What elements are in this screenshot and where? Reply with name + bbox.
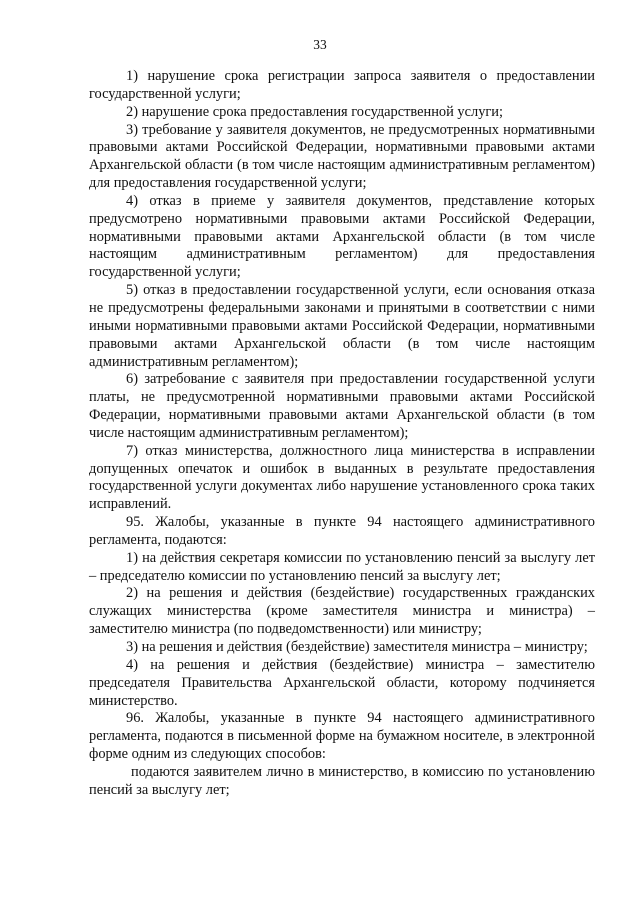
- clause-95-item-secretary: 1) на действия секретаря комиссии по установлению пенсий за выслугу лет – председателю комиссии по установлению пенсий за выслугу лет;: [89, 549, 595, 584]
- page-number: 33: [313, 37, 327, 52]
- list-item-violation-registration-deadline: 1) нарушение срока регистрации запроса заявителя о предоставлении государственной услуги;: [89, 68, 595, 102]
- list-item-unfounded-service-refusal: 5) отказ в предоставлении государственной услуги, если основания отказа не предусмотрены федеральными законами и принятыми в соответствии с ними иными нормативными правовыми актами Российской Федерации, нормативными правовыми актами Архангельской области (в том числе настоящим административным регламентом);: [89, 282, 595, 370]
- clause-96-in-person-submission: подаются заявителем лично в министерство, в комиссию по установлению пенсий за выслугу лет;: [89, 763, 595, 798]
- list-item-refusal-to-accept-documents: 4) отказ в приеме у заявителя документов, представление которых предусмотрено нормативными правовыми актами Российской Федерации, нормативными правовыми актами Архангельской области (в том числе настоящим административным регламентом) для предоставления государственной услуги;: [89, 192, 595, 281]
- list-item-unlawful-fee-demand: 6) затребование с заявителя при предоставлении государственной услуги платы, не предусмотренной нормативными правовыми актами Российской Федерации, нормативными правовыми актами Архангельской области (в том числе настоящим административным регламентом);: [89, 371, 595, 441]
- list-item-excess-documents-request: 3) требование у заявителя документов, не предусмотренных нормативными правовыми актами Российской Федерации, нормативными правовыми актами Архангельской области (в том числе настоящим административным регламентом) для предоставления государственной услуги;: [89, 121, 595, 192]
- clause-95-complaint-addressees: 95. Жалобы, указанные в пункте 94 настоящего административного регламента, подаются:: [89, 514, 595, 548]
- clause-96-submission-methods: 96. Жалобы, указанные в пункте 94 настоящего административного регламента, подаются в письменной форме на бумажном носителе, в электронной форме одним из следующих способов:: [89, 710, 595, 763]
- list-item-refusal-to-correct-errors: 7) отказ министерства, должностного лица министерства в исправлении допущенных опечаток и ошибок в выданных в результате предоставления государственной услуги документах либо нарушение установленного срока таких исправлений.: [89, 442, 595, 513]
- clause-95-item-minister: 4) на решения и действия (бездействие) министра – заместителю председателя Правительства Архангельской области, которому подчиняется министерство.: [89, 656, 595, 709]
- list-item-violation-service-deadline: 2) нарушение срока предоставления государственной услуги;: [126, 103, 503, 120]
- clause-95-item-deputy-minister: 3) на решения и действия (бездействие) заместителя министра – министру;: [126, 639, 588, 655]
- clause-95-item-civil-servants: 2) на решения и действия (бездействие) государственных гражданских служащих министерства (кроме заместителя министра и министра) – заместителю министра (по подведомственности) или министру;: [89, 585, 595, 638]
- document-body: [89, 68, 595, 800]
